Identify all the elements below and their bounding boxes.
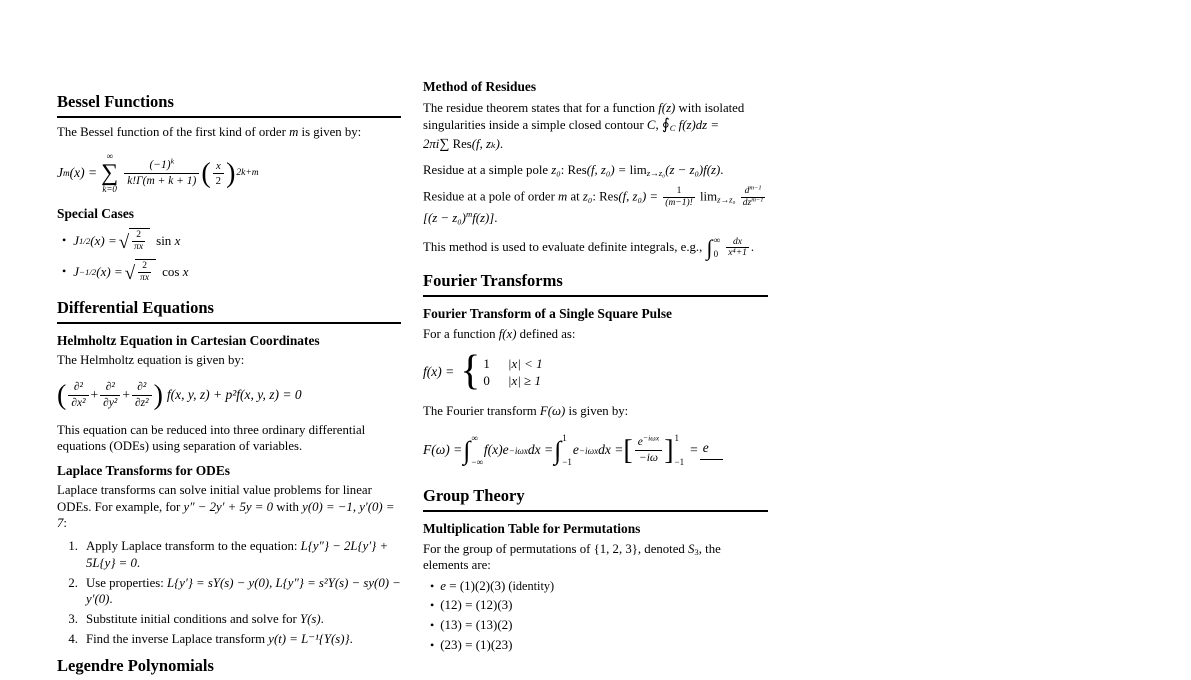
integral	[463, 434, 483, 468]
formula-bessel-series: J m (x) = ∞ ∑ k=0 $\frac{(-1)^k}{k!\Gamma(m + k + 1)}$ ( $\frac{x}{2}$ ) 2k+m	[57, 151, 259, 194]
bullet-marker: •	[430, 578, 435, 593]
math-run: f(z)]	[472, 210, 495, 225]
math-inline: C	[646, 118, 656, 133]
cases-rows	[483, 357, 542, 389]
math-var: e	[440, 577, 446, 593]
math-run: (x) =	[90, 232, 117, 248]
text-run: Laplace transforms can solve initial value problems for linear ODEs. For example, for	[57, 483, 372, 514]
numerator: 1	[663, 186, 695, 198]
paragraph-permutations-intro	[423, 541, 768, 574]
text-run: at	[567, 189, 583, 204]
text-run: .	[499, 136, 504, 151]
math-run: (x) =	[96, 263, 123, 279]
bullet-marker: •	[62, 264, 67, 279]
denominator: πx	[134, 242, 144, 253]
math-inline: L{y′} = sY(s) − y(0), L{y″} = s²Y(s) − sy(0) − y′(0)	[86, 575, 401, 606]
math-inline: f(x)	[498, 327, 517, 341]
text-run: :	[560, 162, 568, 177]
numerator: ∂²	[132, 381, 152, 396]
step-text	[86, 631, 353, 647]
paragraph-bessel-intro	[57, 124, 401, 140]
math-sup: m−1	[751, 196, 764, 204]
math-inline: f(z)	[658, 101, 676, 116]
case-value: 1	[483, 355, 490, 371]
lower-limit: −∞	[471, 456, 483, 467]
math-run: (x) =	[69, 164, 98, 180]
text-run: , denoted	[637, 541, 688, 556]
denominator: ∂z²	[134, 397, 149, 410]
lower-limit: −1	[674, 456, 685, 467]
math-run: x	[182, 263, 189, 279]
integral	[554, 434, 572, 468]
limit-subscript: z→z₀	[717, 194, 736, 205]
square-root	[119, 228, 150, 253]
list-item-perm-23	[430, 638, 768, 653]
left-paren: (	[201, 157, 211, 189]
laplace-steps-list	[57, 538, 401, 647]
derivative-fraction	[741, 186, 766, 209]
math-inline: F(ω)	[539, 404, 566, 419]
numerator: ∂²	[68, 381, 88, 396]
math-inline: y(t) = L⁻¹{Y(s)}	[268, 632, 350, 647]
text-run: ,	[655, 118, 662, 133]
numerator: 2	[138, 261, 151, 273]
case-value: 0	[483, 372, 490, 388]
math-run: e	[572, 442, 579, 458]
bullet-marker: •	[430, 618, 435, 633]
paragraph-laplace-intro	[57, 482, 401, 531]
subheading-multiplication-table: Multiplication Table for Permutations	[423, 520, 641, 536]
math-sup: k	[170, 156, 175, 166]
list-item-step-1	[57, 538, 401, 570]
function-name: sin	[156, 232, 172, 248]
math-run: (12) = (12)(3)	[440, 597, 513, 613]
text-run: .	[109, 591, 113, 606]
limit-operator: lim	[700, 189, 718, 204]
math-lhs: f(x) =	[423, 363, 455, 379]
bracket-limits	[675, 434, 685, 468]
math-lhs: F(ω) =	[423, 442, 463, 458]
bullet-marker: •	[430, 598, 435, 613]
fraction	[132, 381, 152, 410]
case-condition: |x| < 1	[507, 355, 543, 371]
text-run: defined as:	[516, 327, 576, 341]
operator-name: Res	[567, 162, 587, 177]
list-item-step-3	[57, 611, 401, 627]
math-inline: m	[289, 124, 299, 139]
right-paren: )	[153, 379, 163, 411]
subheading-helmholtz: Helmholtz Equation in Cartesian Coordinates	[57, 333, 320, 349]
math-run: = (1)(2)(3)	[445, 577, 506, 593]
text-run: :	[592, 189, 600, 204]
text-run: .	[494, 210, 498, 225]
text-run: is given by:	[298, 124, 362, 139]
integral-sign: ∫	[554, 435, 562, 465]
formula-piecewise-pulse	[423, 349, 768, 395]
formula-helmholtz	[57, 376, 401, 416]
math-inline: m	[558, 189, 568, 204]
upper-limit: ∞	[471, 432, 478, 443]
math-run: dx =	[598, 442, 624, 458]
math-run: =	[690, 442, 698, 458]
summation-operator	[101, 152, 118, 195]
denominator: (m−1)!	[665, 197, 693, 208]
math-inline: S	[688, 541, 695, 556]
math-inline: (z − z₀)f(z)	[665, 162, 721, 177]
fraction	[663, 186, 695, 209]
math-run: (−1)	[149, 159, 171, 171]
step-text	[86, 575, 401, 607]
paragraph-ft-intro	[423, 403, 768, 419]
step-number: 4.	[68, 632, 78, 647]
math-sub: C	[669, 123, 676, 134]
math-run: (13) = (13)(2)	[440, 617, 513, 633]
integral-sign: ∫	[463, 435, 471, 465]
text-run: For the group of permutations of	[423, 541, 594, 556]
upper-limit: 1	[562, 432, 567, 443]
denominator: ∂x²	[71, 397, 86, 410]
step-text	[86, 611, 324, 627]
text-run: .	[349, 632, 353, 647]
upper-limit: ∞	[713, 234, 720, 245]
section-title-group-theory: Group Theory	[423, 487, 768, 512]
square-root	[125, 259, 156, 284]
subheading-method-of-residues: Method of Residues	[423, 79, 537, 94]
right-paren: )	[226, 157, 236, 189]
math-run: (23) = (1)(23)	[440, 637, 513, 653]
paragraph-residue-theorem	[423, 100, 768, 153]
function-name: cos	[162, 263, 180, 279]
math-run: dz	[742, 197, 752, 208]
radicand	[129, 228, 150, 253]
operator-name: Res	[452, 136, 472, 151]
math-run: x	[174, 232, 181, 248]
text-run: , the elements are:	[423, 541, 721, 573]
bullet-marker: •	[430, 638, 435, 653]
limit-subscript: z→z₀	[646, 167, 666, 178]
text-run: The Fourier transform	[423, 404, 540, 419]
math-sup: −iωx	[642, 434, 660, 444]
radicand	[135, 259, 156, 284]
math-inline: y″ − 2y′ + 5y = 0	[183, 499, 273, 514]
clipped-fraction	[700, 441, 723, 460]
paragraph-order-m-pole	[423, 186, 768, 228]
numerator: 2	[132, 230, 145, 242]
math-run: [(z − z₀)	[423, 210, 466, 225]
step-number: 2.	[68, 575, 78, 590]
left-column	[57, 93, 401, 680]
sum-symbol: ∑	[101, 159, 119, 186]
math-inline: f(z)dz = 2πi	[423, 118, 719, 151]
upper-limit: 1	[674, 432, 680, 443]
numerator	[124, 156, 199, 174]
math-inline: Y(s)	[299, 611, 321, 626]
math-inline: z₀	[551, 162, 561, 177]
text-run: .	[750, 239, 755, 254]
limit-operator: lim	[629, 162, 647, 177]
list-item-identity	[430, 579, 768, 594]
numerator: dx	[726, 237, 749, 249]
math-run: J	[73, 232, 79, 248]
list-item-bessel-neg-half: • J −1/2 (x) = √ $\frac{2}{\pi x}$ cos x	[62, 261, 189, 285]
denominator: x⁴+1	[728, 248, 747, 259]
fraction	[635, 436, 663, 465]
list-item-step-2	[57, 575, 401, 607]
text-run: with	[273, 499, 303, 514]
fraction	[726, 237, 749, 260]
section-title-fourier-transforms: Fourier Transforms	[423, 272, 768, 297]
math-sub: 3	[694, 546, 699, 557]
section-title-bessel-functions: Bessel Functions	[57, 93, 401, 118]
list-item-bessel-half: • J 1/2 (x) = √ $\frac{2}{\pi x}$ sin x	[62, 230, 181, 254]
text-run: Residue at a simple pole	[423, 162, 552, 177]
text-run: The residue theorem states that for a function	[423, 101, 659, 116]
numerator: ∂²	[100, 381, 120, 396]
section-title-legendre-polynomials: Legendre Polynomials	[57, 656, 214, 676]
left-paren: (	[57, 379, 67, 411]
formula-fourier-transform: F(ω) = ∫ ∞ −∞ f(x)e −iωx dx = ∫ 1 −1 e −iωx dx = [ $\frac{e^{-i\omega x}}{-i\omega}$ ] 1 −1 = e	[423, 427, 768, 475]
math-inline: (f, zₖ)	[471, 136, 500, 151]
text-run: Residue at a pole of order	[423, 189, 559, 204]
text-run: is given by:	[565, 404, 629, 419]
math-sup: m	[465, 208, 473, 219]
lower-limit: −1	[562, 456, 572, 467]
radical-sign: √	[124, 263, 136, 285]
fraction	[213, 160, 224, 187]
fraction	[68, 381, 88, 410]
cases-brace: {	[460, 348, 481, 395]
radical-sign: √	[118, 232, 130, 254]
text-run: This method is used to evaluate definite integrals, e.g.,	[423, 239, 706, 254]
denominator: −iω	[638, 452, 658, 465]
permutation-list	[423, 579, 768, 654]
list-item-step-4	[57, 631, 401, 647]
text-run: Use properties:	[86, 575, 168, 590]
paragraph-simple-pole	[423, 162, 768, 178]
integral	[707, 235, 720, 261]
fraction	[124, 156, 199, 188]
text-run: The Bessel function of the first kind of order	[57, 124, 290, 139]
math-run: dx =	[527, 442, 554, 458]
operator-name: Res	[599, 189, 619, 204]
step-number: 3.	[68, 611, 78, 626]
math-run: J	[73, 263, 79, 279]
text-run: Apply Laplace transform to the equation:	[86, 539, 301, 554]
integral-limits	[562, 434, 572, 468]
section-title-differential-equations: Differential Equations	[57, 299, 401, 324]
denominator: 2	[215, 174, 222, 187]
math-run: d	[744, 185, 750, 196]
text-note: (identity)	[505, 578, 555, 593]
text-run: .	[720, 162, 724, 177]
math-lhs: J	[57, 164, 63, 180]
denominator: ∂y²	[103, 397, 118, 410]
denominator: πx	[140, 273, 150, 284]
math-run: e	[637, 436, 643, 449]
exponent: 2k+m	[236, 168, 259, 179]
subheading-special-cases: Special Cases	[57, 206, 134, 222]
left-bracket: [	[623, 435, 633, 467]
math-inline: (f, z₀) =	[586, 162, 630, 177]
text-run: :	[63, 516, 67, 531]
integral-limits	[714, 235, 720, 261]
text-run: Find the inverse Laplace transform	[86, 632, 269, 647]
integral-limits	[471, 434, 483, 468]
operator: +	[122, 387, 130, 403]
denominator	[741, 198, 766, 209]
integral-sign: ∫	[706, 234, 713, 260]
subheading-square-pulse: Fourier Transform of a Single Square Pulse	[423, 305, 672, 321]
text-run: .	[136, 555, 141, 570]
math-run: e	[702, 440, 709, 456]
right-bracket: ]	[664, 435, 674, 467]
case-condition: |x| ≥ 1	[507, 372, 541, 388]
numerator	[635, 436, 663, 451]
text-run: with isolated singularities inside a simple closed contour	[423, 101, 745, 133]
math-inline: (f, z₀) =	[618, 189, 662, 204]
paragraph-helmholtz-note: This equation can be reduced into three ordinary differential equations (ODEs) using separation of variables.	[57, 422, 366, 453]
sum-upper-limit: ∞	[106, 151, 113, 162]
denominator: k!Γ(m + k + 1)	[127, 174, 197, 187]
contour-integral-sign: ∮	[661, 117, 670, 134]
step-text	[86, 538, 401, 570]
right-column	[423, 79, 768, 653]
sum-symbol: ∑	[439, 136, 450, 152]
text-run: .	[320, 611, 324, 626]
math-inline: y(0) = −1, y′(0) = 7	[57, 499, 395, 531]
text-run: For a function	[423, 327, 499, 341]
sum-lower-limit: k=0	[102, 183, 117, 194]
math-inline: {1, 2, 3}	[593, 541, 638, 556]
math-sup: m−1	[749, 184, 762, 192]
math-run: f(x)e	[483, 442, 509, 458]
step-number: 1.	[68, 539, 78, 554]
text-run: Substitute initial conditions and solve for	[86, 611, 300, 626]
paragraph-helmholtz-intro: The Helmholtz equation is given by:	[57, 353, 245, 368]
operator: +	[90, 387, 99, 403]
math-inline: z₀	[582, 189, 593, 204]
fraction	[100, 381, 120, 410]
lower-limit: 0	[713, 249, 719, 260]
list-item-perm-12	[430, 598, 768, 613]
paragraph-pulse-intro	[423, 326, 768, 342]
math-run: f(x, y, z) + p²f(x, y, z) = 0	[166, 387, 302, 403]
math-inline: L{y″} − 2L{y′} + 5L{y} = 0	[86, 539, 389, 570]
numerator: x	[213, 160, 224, 174]
subheading-laplace-odes: Laplace Transforms for ODEs	[57, 463, 230, 479]
bullet-marker: •	[62, 233, 67, 248]
paragraph-evaluate-integrals	[423, 235, 768, 261]
